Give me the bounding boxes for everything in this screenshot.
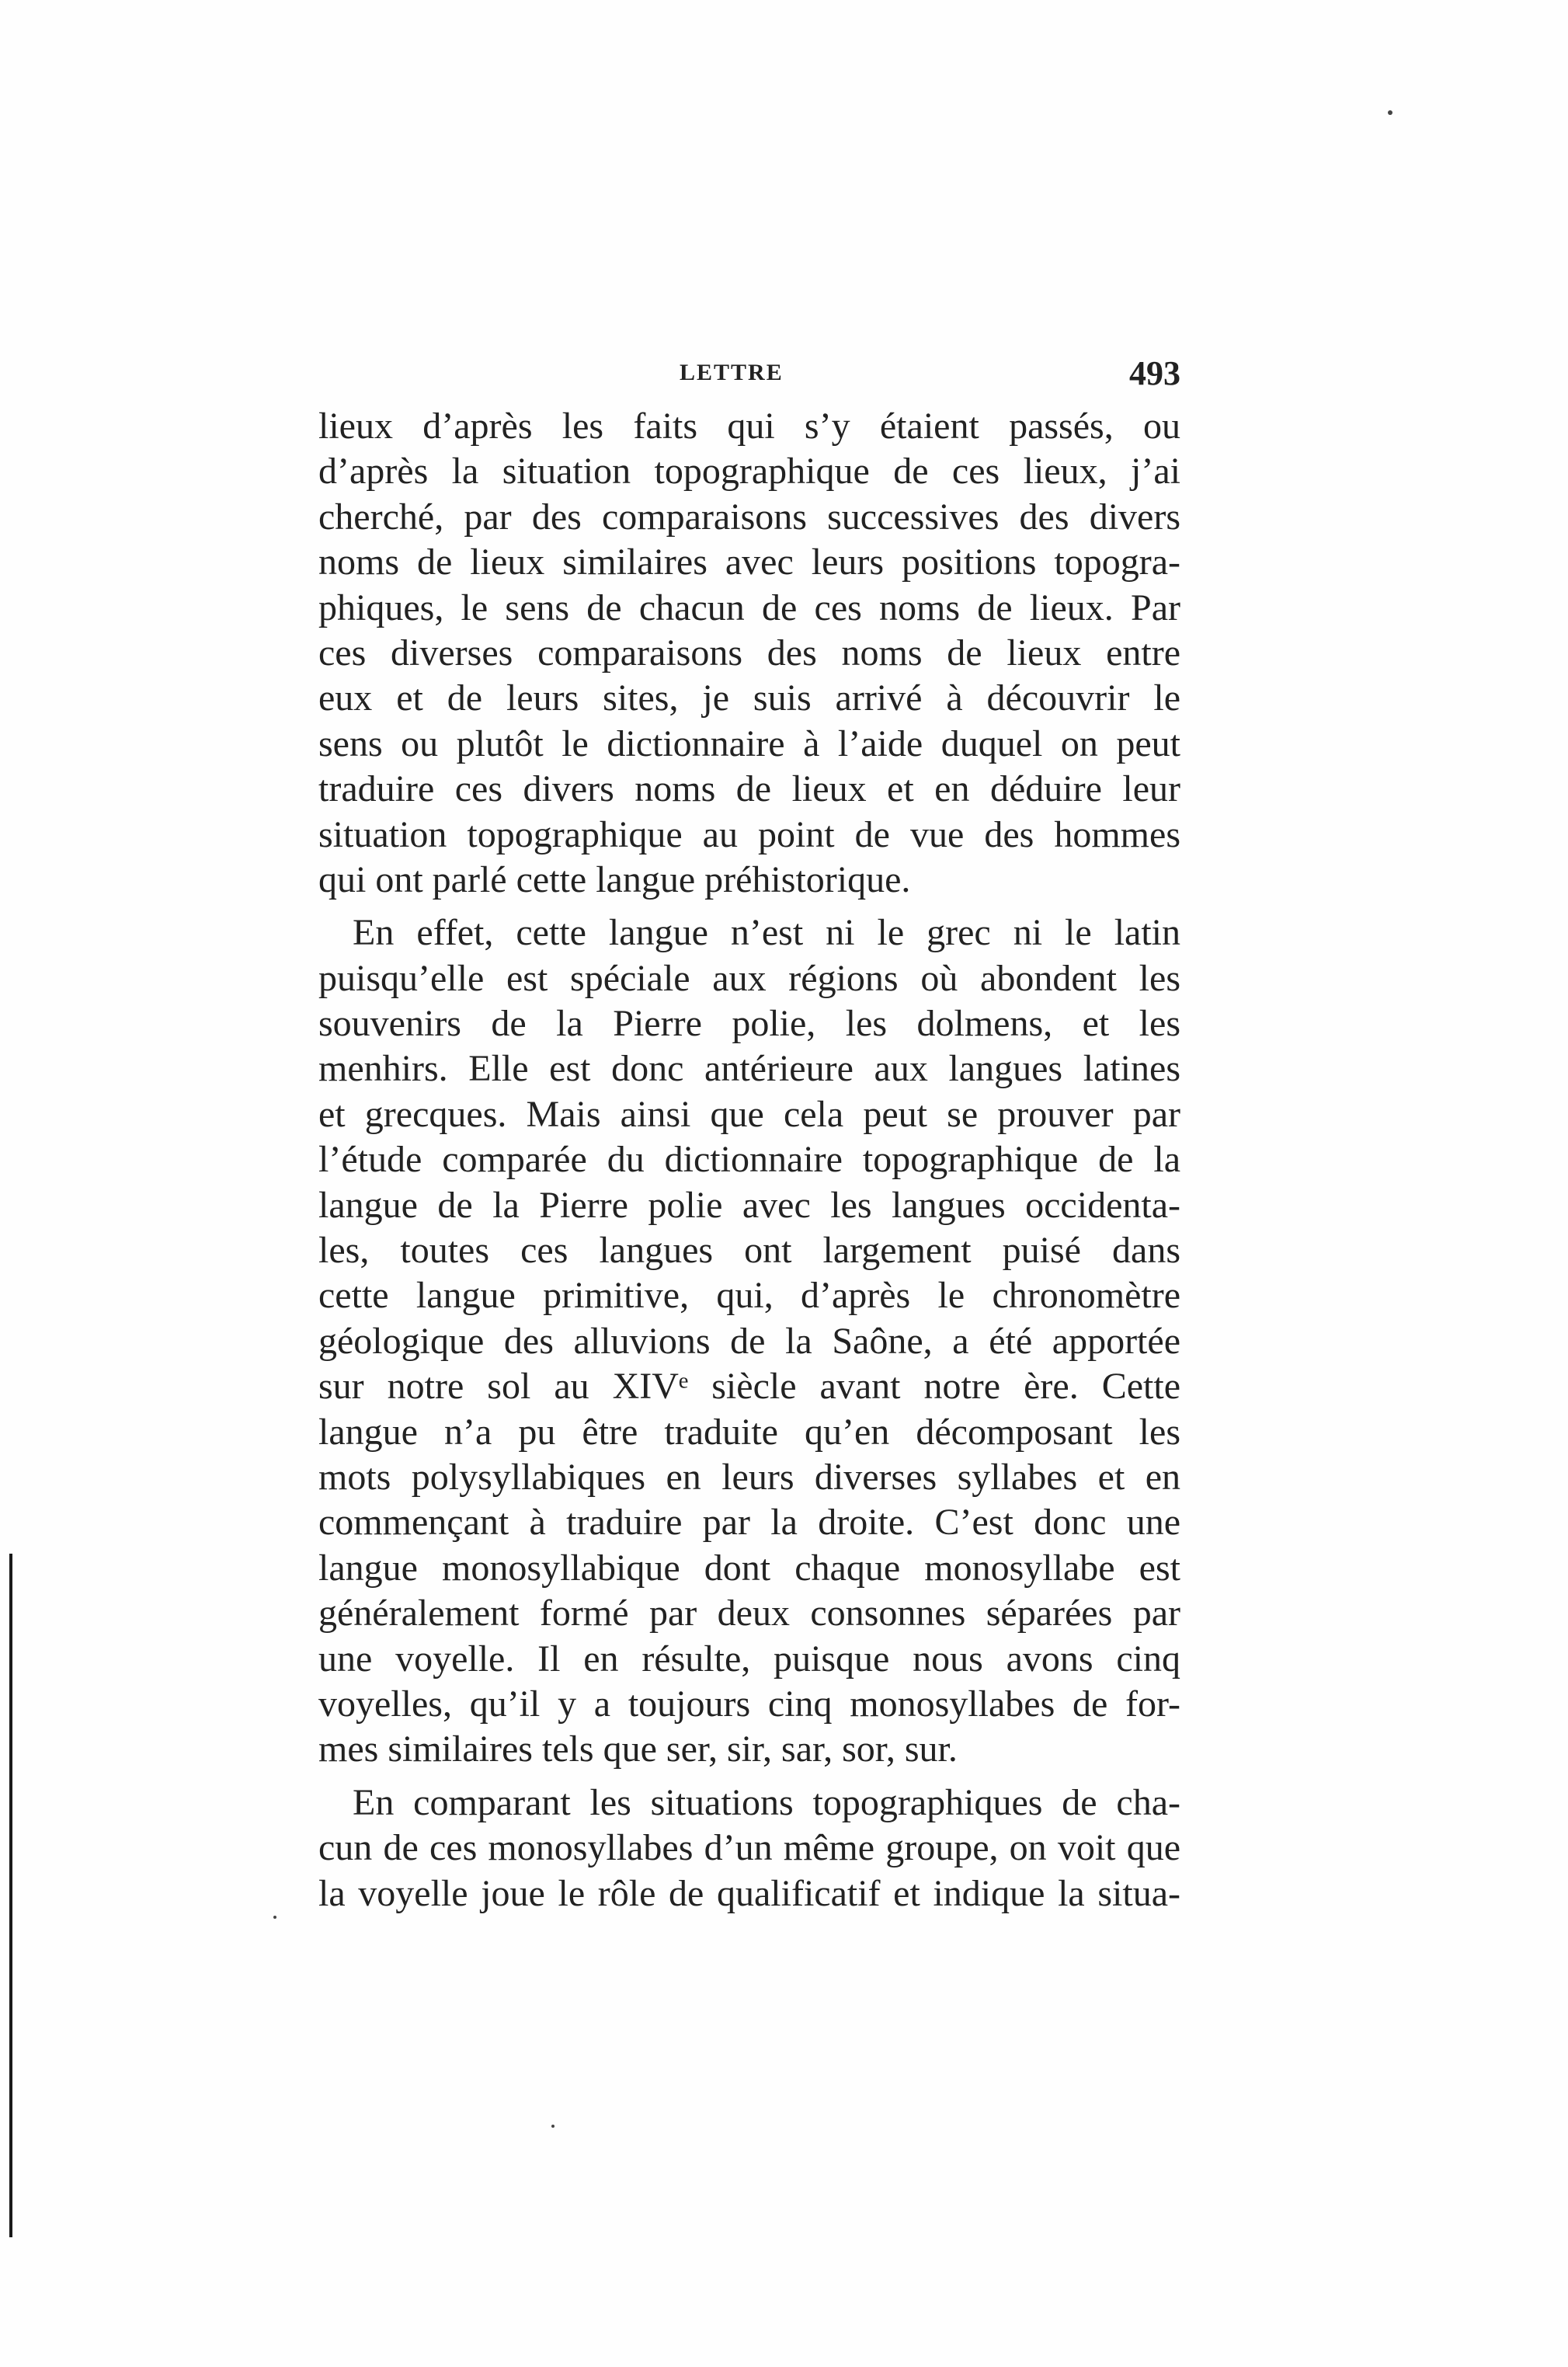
text-line: langue de la Pierre polie avec les langues occidenta-	[318, 1184, 1180, 1226]
paragraph	[318, 910, 1180, 1772]
text-line: menhirs. Elle est donc antérieure aux langues latines	[318, 1048, 1180, 1090]
text-line: traduire ces divers noms de lieux et en déduire leur	[318, 768, 1180, 810]
text-line: noms de lieux similaires avec leurs positions topogra-	[318, 541, 1180, 583]
text-line: eux et de leurs sites, je suis arrivé à découvrir le	[318, 677, 1180, 719]
running-title: LETTRE	[680, 360, 784, 385]
text-line: sens ou plutôt le dictionnaire à l’aide duquel on peut	[318, 722, 1180, 764]
text-line: langue n’a pu être traduite qu’en décomposant les	[318, 1411, 1180, 1453]
scan-speck	[1388, 110, 1392, 115]
text-line: et grecques. Mais ainsi que cela peut se prouver par	[318, 1093, 1180, 1135]
scan-speck	[273, 1916, 276, 1919]
paragraph	[318, 404, 1180, 903]
text-line: qui ont parlé cette langue préhistorique.	[318, 858, 911, 900]
text-line: phiques, le sens de chacun de ces noms de lieux. Par	[318, 587, 1180, 628]
text-line: mots polysyllabiques en leurs diverses syllabes et en	[318, 1456, 1180, 1498]
text-line: sur notre sol au XIVᵉ siècle avant notre ère. Cette	[318, 1366, 1180, 1408]
text-line: cette langue primitive, qui, d’après le chronomètre	[318, 1275, 1180, 1317]
text-line: mes similaires tels que ser, sir, sar, sor, sur.	[318, 1728, 958, 1770]
text-line: une voyelle. Il en résulte, puisque nous avons cinq	[318, 1638, 1180, 1680]
text-line: commençant à traduire par la droite. C’est donc une	[318, 1502, 1180, 1544]
scan-speck	[551, 2125, 555, 2128]
text-line: géologique des alluvions de la Saône, a été apportée	[318, 1320, 1180, 1362]
text-line: En effet, cette langue n’est ni le grec ni le latin	[353, 912, 1180, 954]
text-line: langue monosyllabique dont chaque monosyllabe est	[318, 1547, 1180, 1589]
text-line: ces diverses comparaisons des noms de lieux entre	[318, 632, 1180, 674]
text-line: lieux d’après les faits qui s’y étaient passés, ou	[318, 406, 1180, 447]
text-line: souvenirs de la Pierre polie, les dolmens, et les	[318, 1003, 1180, 1045]
text-line: puisqu’elle est spéciale aux régions où abondent les	[318, 957, 1180, 999]
text-line: la voyelle joue le rôle de qualificatif et indique la situa-	[318, 1872, 1180, 1914]
text-line: l’étude comparée du dictionnaire topographique de la	[318, 1139, 1180, 1181]
text-line: cherché, par des comparaisons successives des divers	[318, 496, 1180, 538]
paragraph	[318, 1780, 1180, 1916]
text-line: En comparant les situations topographiques de cha-	[353, 1781, 1180, 1823]
text-line: généralement formé par deux consonnes séparées par	[318, 1593, 1180, 1634]
body-text	[318, 404, 1180, 1916]
scan-edge-shadow	[9, 1554, 12, 2237]
text-line: d’après la situation topographique de ces lieux, j’ai	[318, 451, 1180, 493]
page-number: 493	[1129, 354, 1180, 392]
running-head	[318, 353, 1180, 400]
text-line: les, toutes ces langues ont largement puisé dans	[318, 1230, 1180, 1272]
text-line: situation topographique au point de vue des hommes	[318, 813, 1180, 855]
text-line: voyelles, qu’il y a toujours cinq monosyllabes de for-	[318, 1683, 1180, 1725]
text-line: cun de ces monosyllabes d’un même groupe, on voit que	[318, 1827, 1180, 1869]
